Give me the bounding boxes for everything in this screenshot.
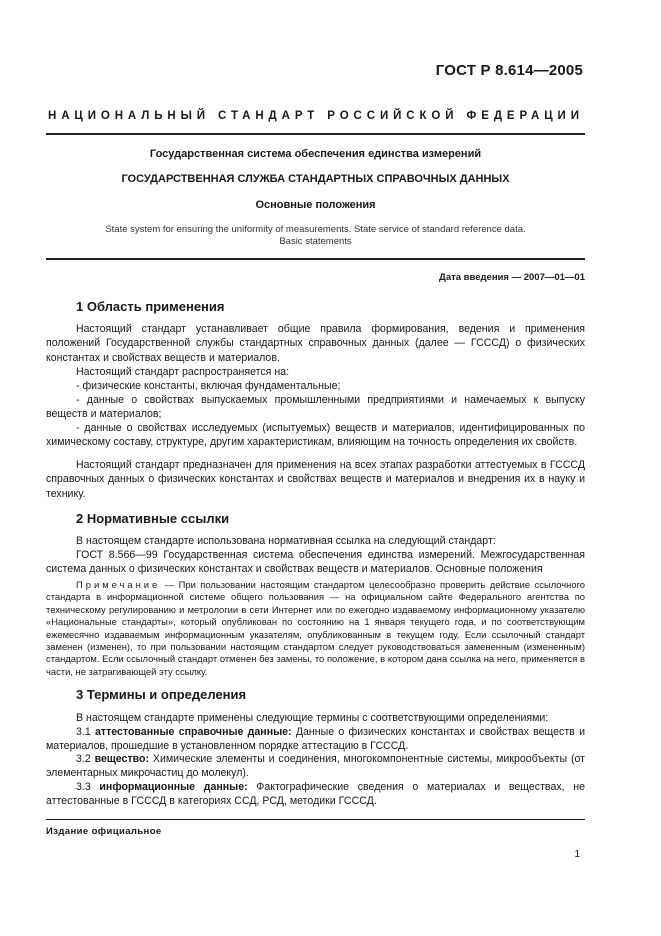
note-label: Примечание (76, 579, 161, 590)
term-number: 3.1 (76, 726, 95, 738)
section-1-list-item-3: - данные о свойствах исследуемых (испытуемых) веществ и материалов, идентифицированных по химическому составу, структуре, другим характеристикам, влияющим на точность определения их свойств. (46, 422, 585, 449)
title-rule (46, 258, 585, 260)
section-2-paragraph-1: В настоящем стандарте использована нормативная ссылка на следующий стандарт: (76, 535, 496, 547)
section-1-list-item-2: - данные о свойствах выпускаемых промышленными предприятиями и намечаемых к выпуску веществ и материалов; (46, 394, 585, 421)
page-number: 1 (574, 849, 580, 860)
term-name: информационные данные: (99, 781, 248, 793)
edition-label: Издание официальное (46, 826, 162, 837)
section-1-title: 1 Область применения (76, 299, 225, 314)
section-3-title: 3 Термины и определения (76, 687, 247, 702)
english-title (46, 224, 585, 248)
section-3-paragraph-1: В настоящем стандарте применены следующие термины с соответствующими определениями: (76, 712, 549, 724)
intro-date: Дата введения — 2007—01—01 (439, 272, 585, 283)
term-3-3 (46, 780, 585, 809)
subtitle: Основные положения (255, 199, 376, 211)
section-1-paragraph-1: Настоящий стандарт устанавливает общие правила формирования, ведения и применения положений Государственной службы стандартных справочных данных (далее — ГСССД) о физических константах и свойствах веществ и материалов. (46, 323, 585, 364)
note-text: — При пользовании настоящим стандартом целесообразно проверить действие ссылочного стандарта в информационной системе общего пользования — на официальном сайте Федерального агентства по техническому регулированию и метрологии в сети Интернет или по ежегодно издаваемому информационному указателю «Национальные стандарты», который опубликован по состоянию на 1 января текущего года, и по соответствующим ежемесячно издаваемым информационным указателям, опубликованным в текущем году. Если ссылочный стандарт заменен (изменен), то при пользовании настоящим стандартом следует руководствоваться замененным (измененным) стандартом. Если ссылочный стандарт отменен без замены, то положение, в котором дана ссылка на него, применяется в части, не затрагивающей эту ссылку. (46, 579, 585, 677)
section-2-note (46, 579, 585, 678)
section-1-paragraph-3: Настоящий стандарт предназначен для применения на всех этапах разработки аттестуемых в ГСССД справочных данных о физических константах и свойствах веществ и материалов и внедрения их в науку и технику. (46, 459, 585, 500)
term-3-1 (46, 725, 585, 754)
term-definition: Фактографические сведения о материалах и веществах, не аттестованные в ГСССД в категориях ССД, РСД, методики ГСССД. (46, 781, 585, 808)
term-definition: Данные о физических константах и свойствах веществ и материалов, прошедшие в установленном порядке аттестацию в ГСССД. (46, 726, 585, 753)
section-1-list-item-1: - физические константы, включая фундаментальные; (76, 380, 341, 392)
term-number: 3.2 (76, 753, 95, 765)
document-code: ГОСТ Р 8.614—2005 (435, 62, 583, 79)
term-definition: Химические элементы и соединения, многокомпонентные системы, микрообъекты (от элементарных микрочастиц до молекул). (46, 753, 585, 780)
section-2-reference: ГОСТ 8.566—99 Государственная система обеспечения единства измерений. Межгосударственная система данных о физических константах и свойствах веществ и материалов. Основные положения (46, 549, 585, 576)
term-name: вещество: (94, 753, 150, 765)
main-title: ГОСУДАРСТВЕННАЯ СЛУЖБА СТАНДАРТНЫХ СПРАВОЧНЫХ ДАННЫХ (121, 173, 510, 185)
header-rule (46, 133, 585, 135)
term-number: 3.3 (76, 781, 100, 793)
system-title: Государственная система обеспечения единства измерений (149, 148, 482, 160)
term-3-2 (46, 752, 585, 781)
english-title-line1: State system for ensuring the uniformity of measurements. State service of standard reference data. (105, 224, 526, 235)
section-2-title: 2 Нормативные ссылки (76, 511, 230, 526)
national-standard-heading: НАЦИОНАЛЬНЫЙ СТАНДАРТ РОССИЙСКОЙ ФЕДЕРАЦИИ (48, 110, 584, 122)
footer-rule (46, 819, 585, 820)
section-1-paragraph-2: Настоящий стандарт распространяется на: (76, 366, 290, 378)
term-name: аттестованные справочные данные: (95, 726, 292, 738)
english-title-line2: Basic statements (279, 236, 352, 247)
